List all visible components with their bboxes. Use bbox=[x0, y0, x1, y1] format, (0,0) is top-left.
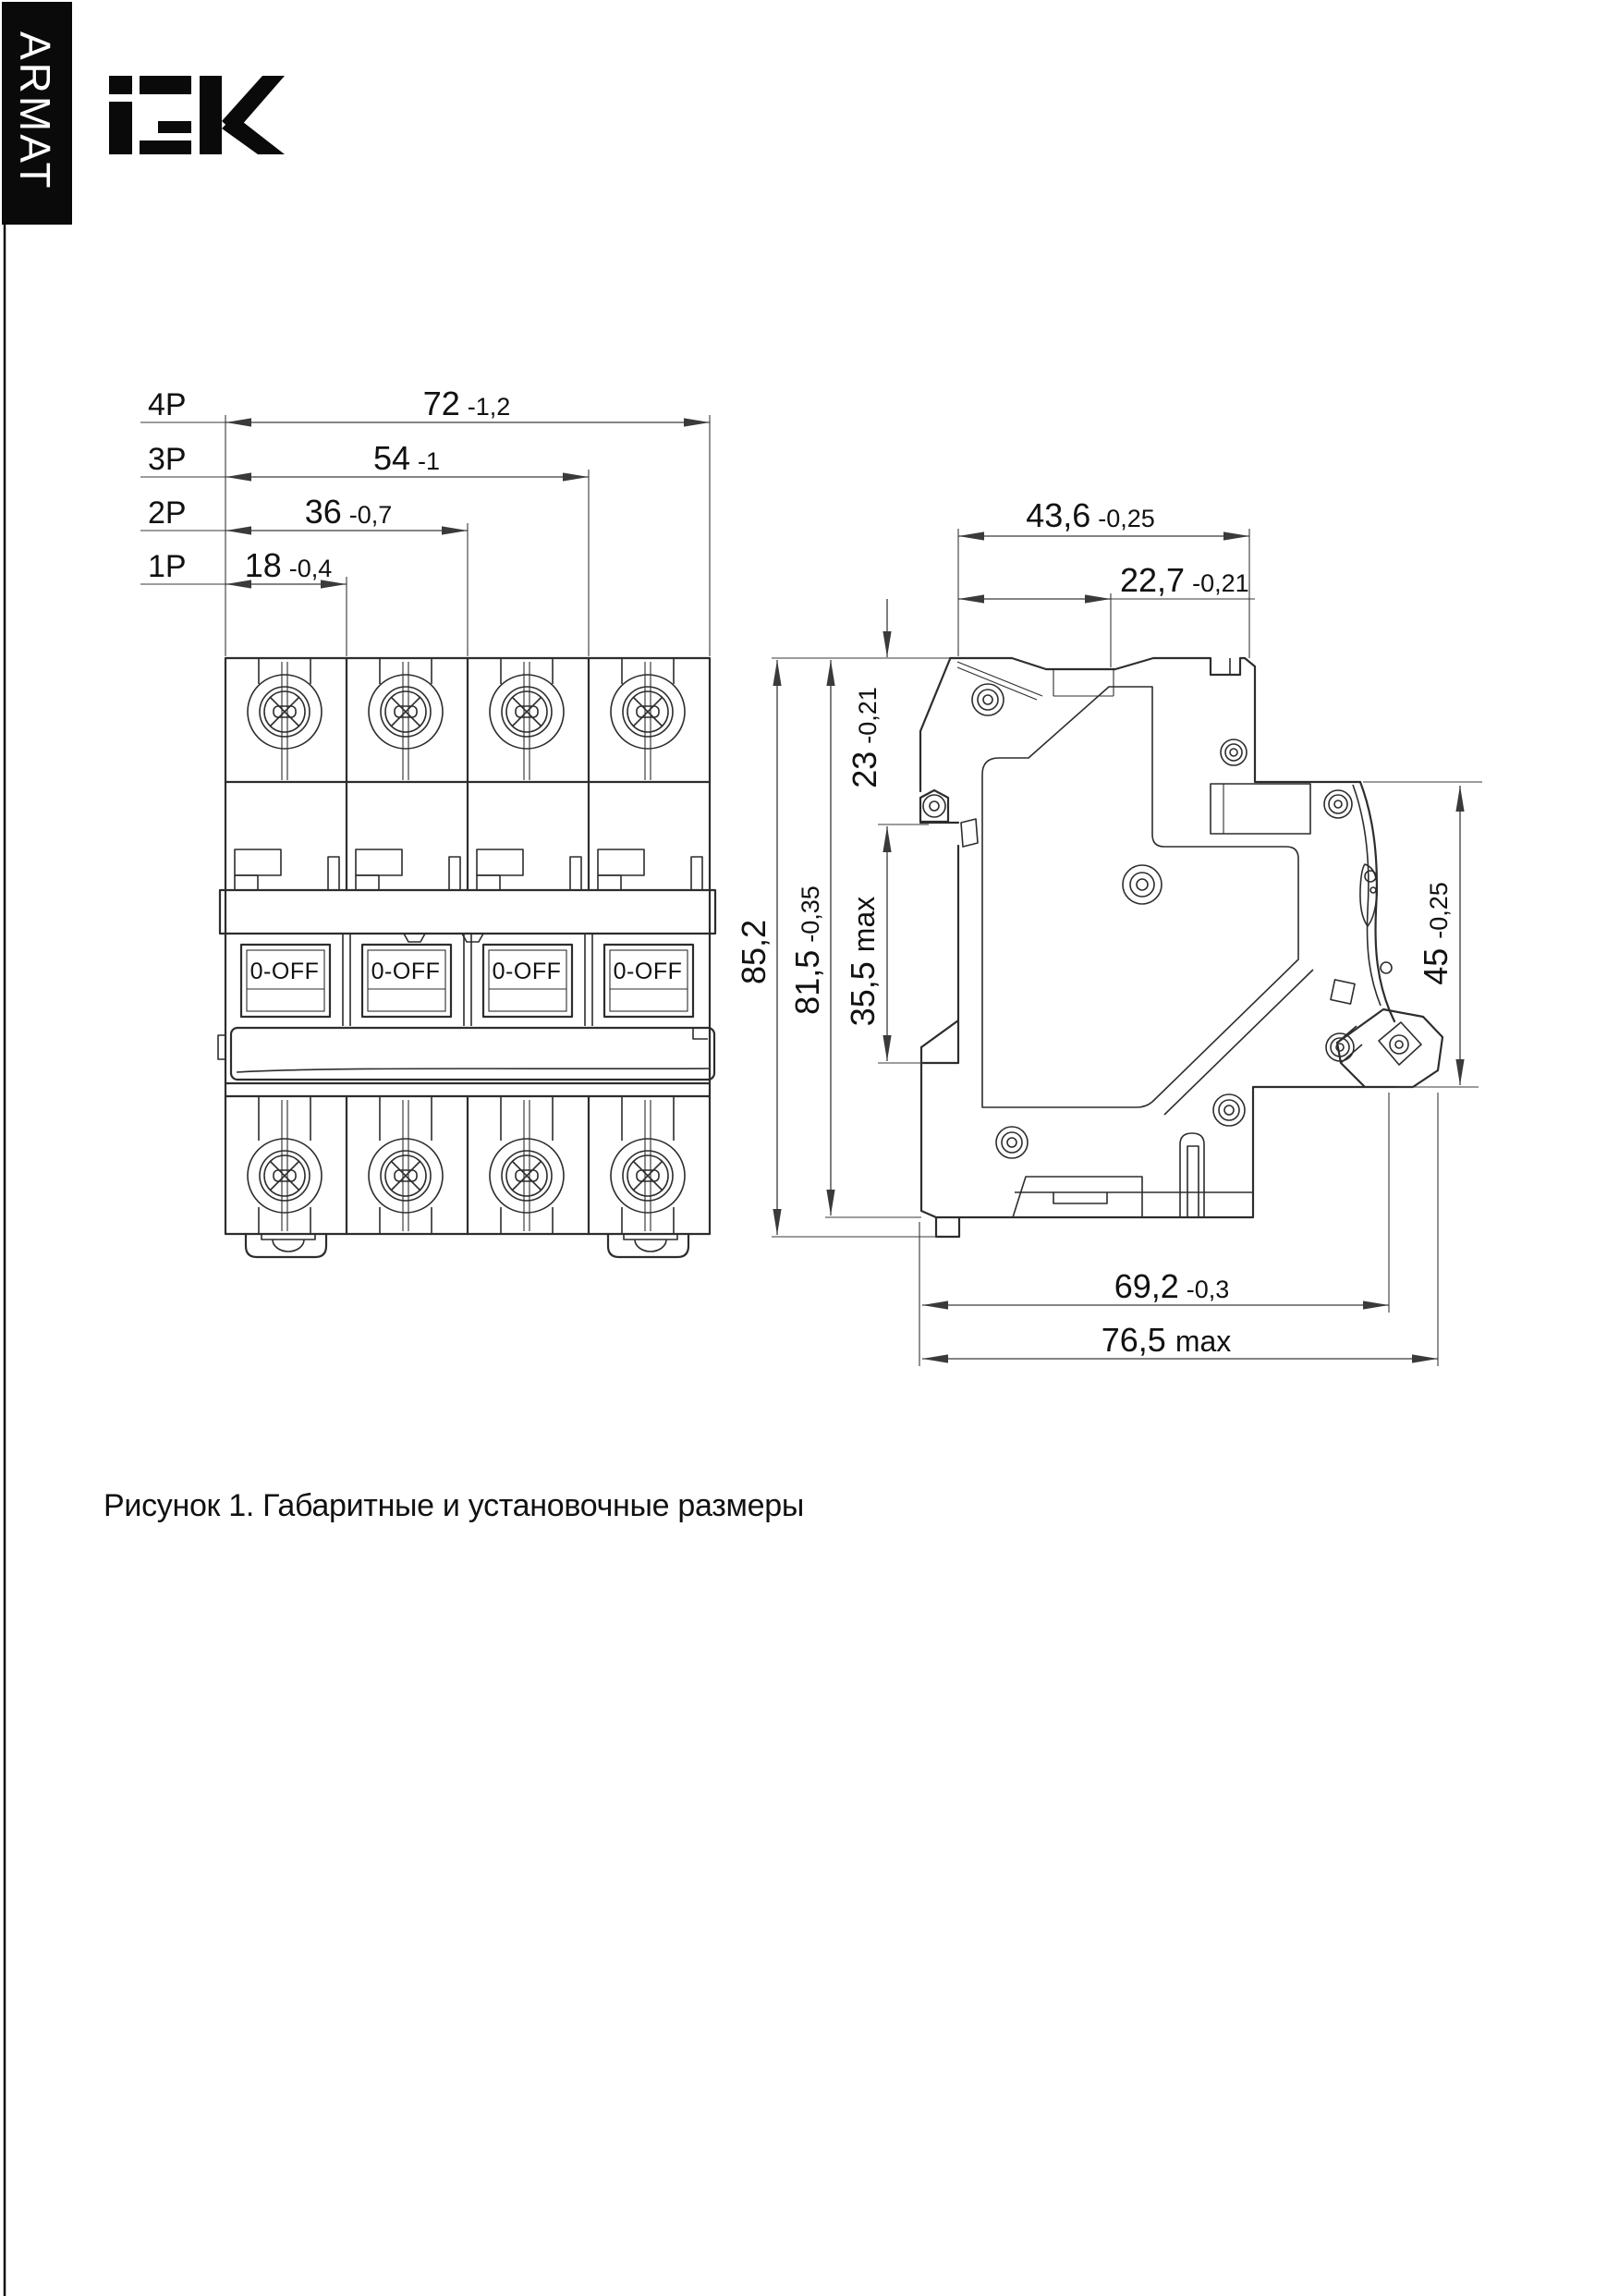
dim-76-5: 76,5 max bbox=[1101, 1321, 1232, 1359]
dim-35-5: 35,5max bbox=[844, 896, 882, 1027]
side-right-dimension bbox=[1363, 782, 1482, 1087]
brand-sidebar bbox=[2, 2, 72, 2296]
dim-2p-width: 36 -0,7 bbox=[304, 493, 393, 531]
pole-label-1p: 1P bbox=[148, 549, 187, 584]
side-view bbox=[735, 496, 1482, 1366]
side-top-dimensions bbox=[958, 496, 1255, 667]
pole-label-3p: 3P bbox=[148, 442, 187, 477]
front-view bbox=[140, 385, 715, 1257]
side-interior bbox=[957, 662, 1354, 1217]
dim-81-5: 81,5-0,35 bbox=[788, 885, 826, 1015]
brand-vertical-label: ARMAT bbox=[11, 31, 59, 191]
pole-module-1 bbox=[235, 658, 339, 1234]
front-breaker-body bbox=[218, 658, 715, 1257]
iek-logo bbox=[109, 76, 285, 154]
dim-43-6: 43,6 -0,25 bbox=[1026, 496, 1155, 534]
dim-3p-width: 54 -1 bbox=[372, 439, 441, 477]
side-left-dimensions bbox=[735, 599, 950, 1237]
din-clip-right bbox=[608, 1234, 688, 1257]
pole-module-2 bbox=[356, 658, 460, 1234]
pole-label-2p: 2P bbox=[148, 495, 187, 531]
dim-69-2: 69,2 -0,3 bbox=[1114, 1267, 1230, 1305]
front-pole-dimensions bbox=[140, 385, 710, 656]
pole-label-4p: 4P bbox=[148, 387, 187, 422]
dim-45: 45-0,25 bbox=[1417, 882, 1455, 985]
dim-4p-width: 72 -1,2 bbox=[422, 385, 511, 422]
dim-23: 23-0,21 bbox=[846, 687, 883, 788]
pole-module-4 bbox=[598, 658, 702, 1234]
drawing-canvas: 0-OFF ARMAT IEK 4P 72 -1,2 3P 54 -1 2P 36 -0,7 1P 18 -0,4 43,6 -0,25 22,7 -0,21 85,2 81,5-0,35 23-0,21 35,5max 45-0,25 69,2 -0,3 76,5 max Рисунок 1. Габаритные и установочные размеры bbox=[0, 0, 1619, 2296]
dim-1p-width: 18 -0,4 bbox=[244, 546, 333, 584]
din-clip-left bbox=[246, 1234, 326, 1257]
figure-caption: Рисунок 1. Габаритные и установочные размеры bbox=[103, 1488, 804, 1523]
dim-85-2: 85,2 bbox=[735, 919, 773, 985]
pole-module-3 bbox=[477, 658, 581, 1234]
side-bottom-dimensions bbox=[919, 1093, 1438, 1366]
dim-22-7: 22,7 -0,21 bbox=[1120, 561, 1249, 599]
